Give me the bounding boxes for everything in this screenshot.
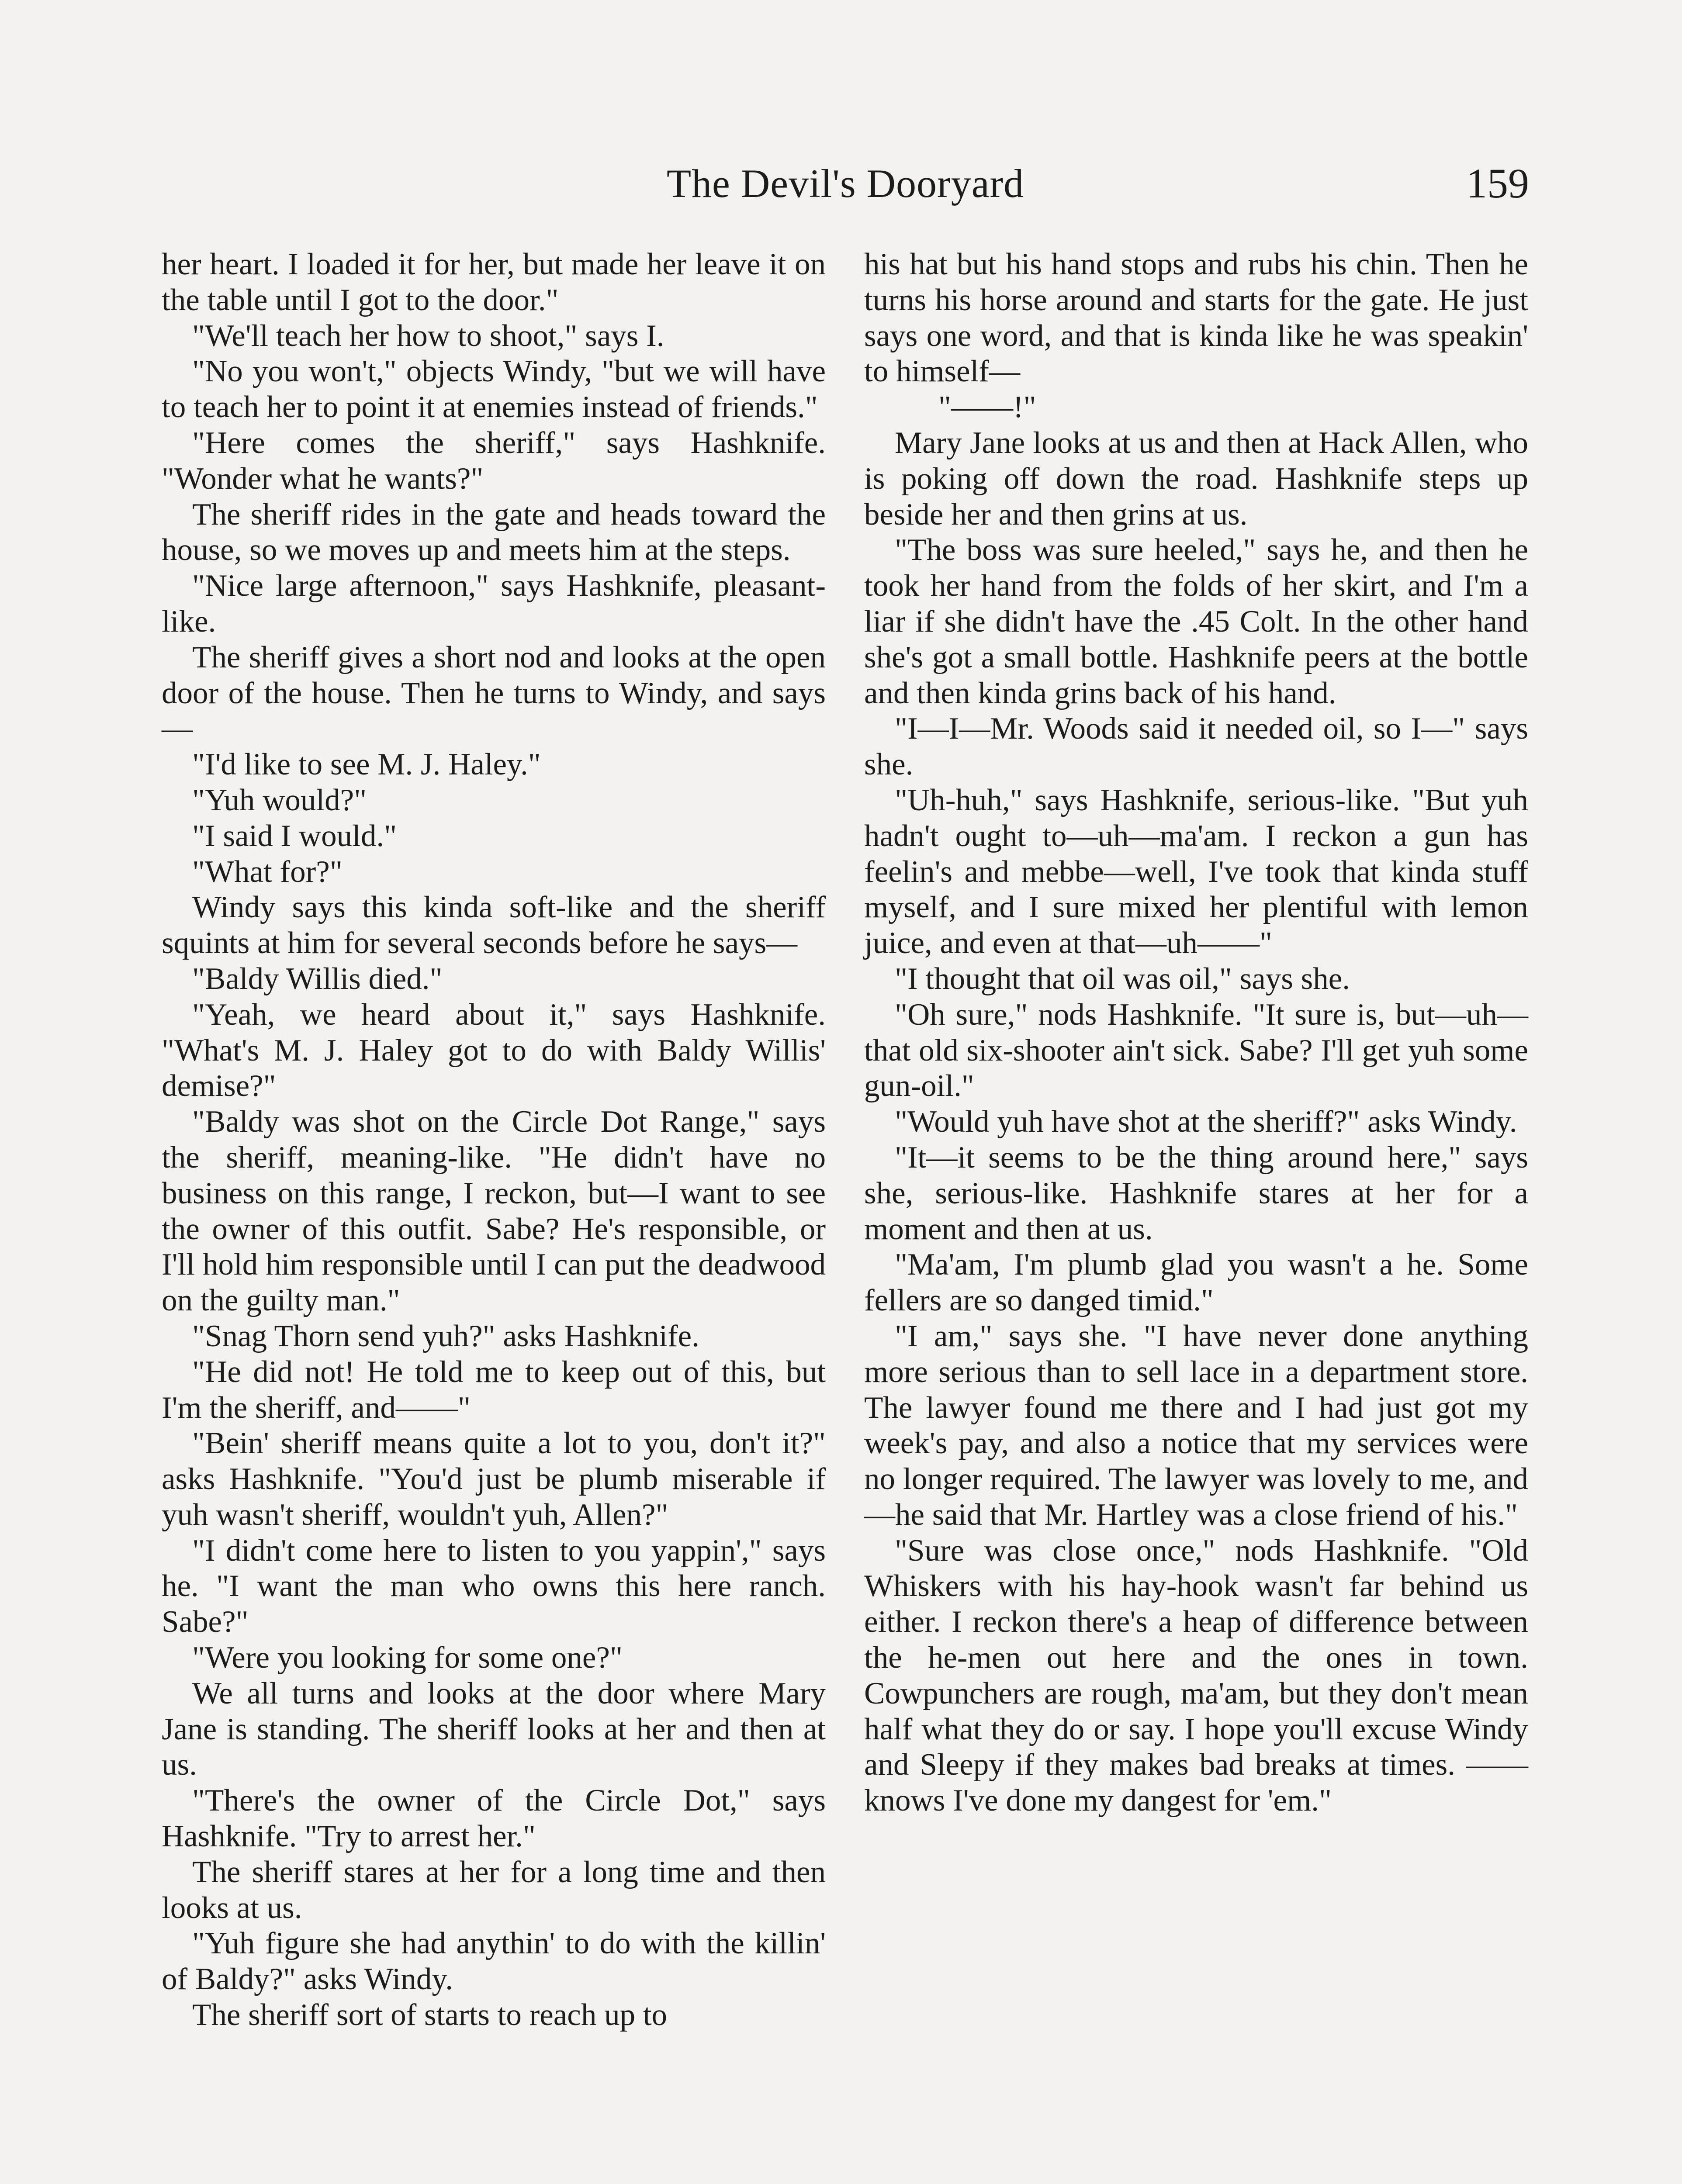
paragraph: "Yeah, we heard about it," says Hashknife. "What's M. J. Haley got to do with Baldy Willis' demise?" [162, 997, 826, 1103]
paragraph: The sheriff gives a short nod and looks at the open door of the house. Then he turns to Windy, and says— [162, 640, 826, 746]
paragraph: Mary Jane looks at us and then at Hack Allen, who is poking off down the road. Hashknife steps up beside her and then grins at us. [864, 425, 1528, 532]
paragraph: "Would yuh have shot at the sheriff?" asks Windy. [895, 1105, 1517, 1139]
paragraph: "He did not! He told me to keep out of this, but I'm the sheriff, and——" [162, 1355, 826, 1425]
paragraph: her heart. I loaded it for her, but made her leave it on the table until I got to the door." [162, 247, 826, 317]
paragraph: Windy says this kinda soft-like and the sheriff squints at him for several seconds before he says— [162, 890, 826, 961]
paragraph: "Bein' sheriff means quite a lot to you, don't it?" asks Hashknife. "You'd just be plumb miserable if yuh wasn't sheriff, wouldn't yuh, Allen?" [162, 1426, 826, 1532]
paragraph: The sheriff sort of starts to reach up to [192, 1998, 668, 2032]
paragraph: "No you won't," objects Windy, "but we will have to teach her to point it at enemies instead of friends." [162, 354, 826, 425]
page-number: 159 [1466, 160, 1529, 207]
paragraph: "Yuh would?" [192, 783, 367, 817]
paragraph: "I'd like to see M. J. Haley." [192, 747, 541, 782]
paragraph: "We'll teach her how to shoot," says I. [192, 318, 664, 353]
paragraph: "What for?" [192, 854, 343, 889]
left-column [162, 247, 826, 2184]
paragraph: his hat but his hand stops and rubs his chin. Then he turns his horse around and starts for the gate. He just says one word, and that is kinda like he was speakin' to himself— [864, 247, 1528, 389]
paragraph: "I didn't come here to listen to you yappin'," says he. "I want the man who owns this here ranch. Sabe?" [162, 1533, 826, 1639]
paragraph: "Oh sure," nods Hashknife. "It sure is, but—uh—that old six-shooter ain't sick. Sabe? I'll get yuh some gun-oil." [864, 997, 1528, 1103]
paragraph: "Uh-huh," says Hashknife, serious-like. "But yuh hadn't ought to—uh—ma'am. I reckon a gun has feelin's and mebbe—well, I've took that kinda stuff myself, and I sure mixed her plentiful with lemon juice, and even at that—uh——" [864, 783, 1528, 961]
paragraph: "I said I would." [192, 819, 397, 853]
right-column [864, 247, 1528, 2184]
paragraph: "Here comes the sheriff," says Hashknife. "Wonder what he wants?" [162, 425, 826, 496]
paragraph: The sheriff stares at her for a long time and then looks at us. [162, 1855, 826, 1925]
page-header [162, 155, 1529, 221]
paragraph: "Nice large afternoon," says Hashknife, pleasant-like. [162, 569, 826, 639]
paragraph: "Were you looking for some one?" [192, 1641, 623, 1675]
running-title: The Devil's Dooryard [666, 161, 1024, 206]
paragraph: We all turns and looks at the door where Mary Jane is standing. The sheriff looks at her and then at us. [162, 1676, 826, 1782]
paragraph: "There's the owner of the Circle Dot," says Hashknife. "Try to arrest her." [162, 1783, 826, 1854]
paragraph: "I thought that oil was oil," says she. [895, 961, 1350, 996]
paragraph: "Sure was close once," nods Hashknife. "Old Whiskers with his hay-hook wasn't far behind us either. I reckon there's a heap of difference between the he-men out here and the ones in town. Cowpunchers are rough, ma'am, but they don't mean half what they do or say. I hope you'll excuse Windy and Sleepy if they makes bad breaks at times. —— knows I've done my dangest for 'em." [864, 1533, 1528, 1818]
paragraph: "Snag Thorn send yuh?" asks Hashknife. [192, 1319, 699, 1353]
paragraph: "I—I—Mr. Woods said it needed oil, so I—" says she. [864, 712, 1528, 782]
paragraph: "Baldy was shot on the Circle Dot Range," says the sheriff, meaning-like. "He didn't have no business on this range, I reckon, but—I want to see the owner of this outfit. Sabe? He's responsible, or I'll hold him responsible until I can put the deadwood on the guilty man." [162, 1105, 826, 1318]
paragraph: "Baldy Willis died." [192, 961, 443, 996]
paragraph: "It—it seems to be the thing around here," says she, serious-like. Hashknife stares at her for a moment and then at us. [864, 1140, 1528, 1246]
paragraph: "Yuh figure she had anythin' to do with the killin' of Baldy?" asks Windy. [162, 1926, 826, 1997]
paragraph: "——!" [938, 390, 1036, 425]
paragraph: The sheriff rides in the gate and heads toward the house, so we moves up and meets him at the steps. [162, 497, 826, 567]
paragraph: "The boss was sure heeled," says he, and then he took her hand from the folds of her skirt, and I'm a liar if she didn't have the .45 Colt. In the other hand she's got a small bottle. Hashknife peers at the bottle and then kinda grins back of his hand. [864, 533, 1528, 710]
paragraph: "I am," says she. "I have never done anything more serious than to sell lace in a department store. The lawyer found me there and I had just got my week's pay, and also a notice that my services were no longer required. The lawyer was lovely to me, and—he said that Mr. Hartley was a close friend of his." [864, 1319, 1528, 1532]
paragraph: "Ma'am, I'm plumb glad you wasn't a he. Some fellers are so danged timid." [864, 1248, 1528, 1318]
